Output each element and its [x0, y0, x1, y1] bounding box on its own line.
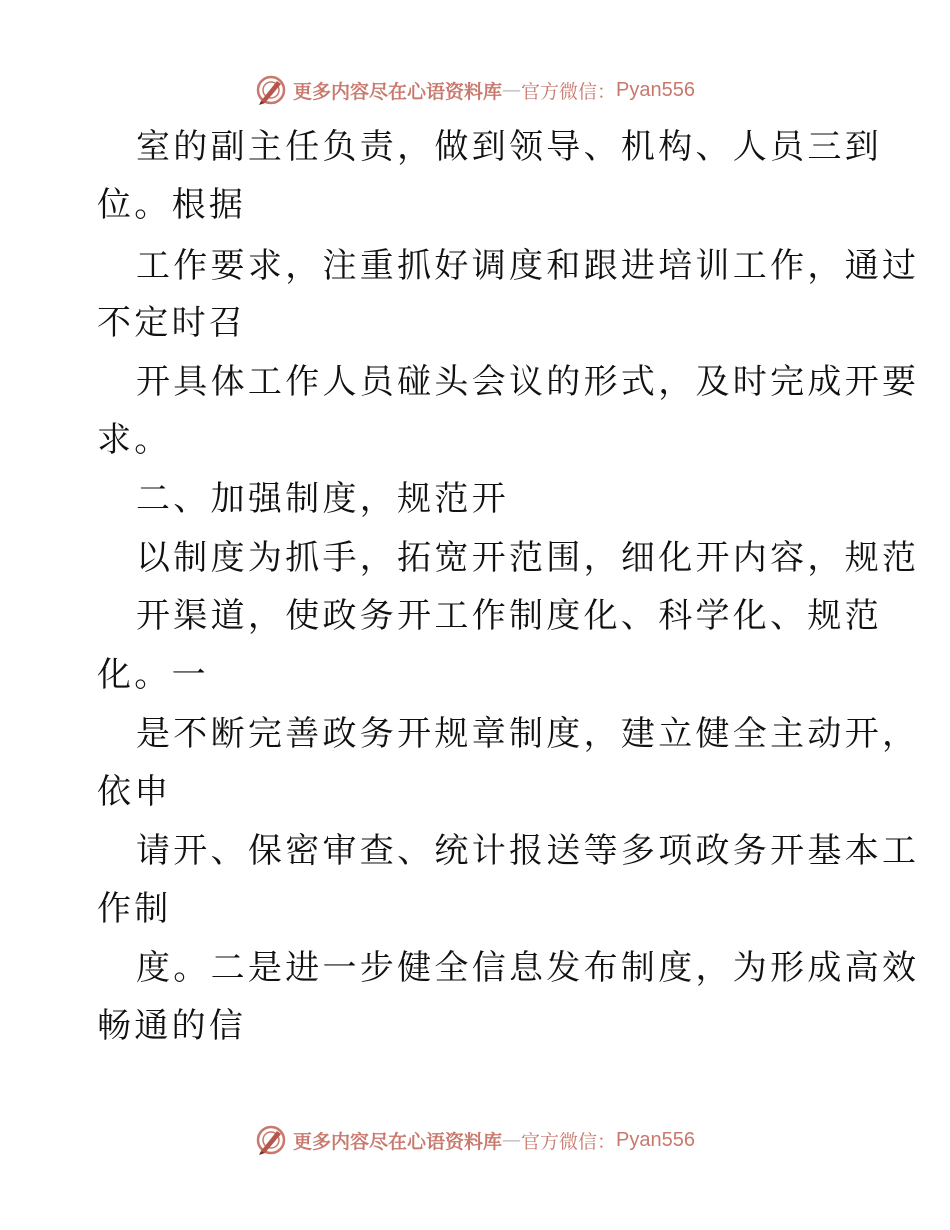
header-wechat-label: 官方微信： [521, 80, 617, 103]
body-line: 求。 [97, 420, 172, 460]
footer-wechat-id: Pyan556 [616, 1128, 695, 1151]
body-line: 工作要求，注重抓好调度和跟进培训工作，通过 [136, 246, 920, 286]
footer-banner [0, 1120, 950, 1160]
body-line: 依申 [97, 772, 172, 812]
body-line: 请开、保密审查、统计报送等多项政务开基本工 [136, 831, 920, 871]
footer-brand-text: 更多内容尽在心语资料库 [293, 1130, 503, 1153]
body-line: 开具体工作人员碰头会议的形式，及时完成开要 [136, 362, 920, 402]
footer-separator: — [502, 1129, 522, 1151]
body-line: 化。一 [97, 655, 209, 695]
header-banner [0, 70, 950, 110]
pen-logo-icon [255, 74, 287, 106]
body-line: 开渠道，使政务开工作制度化、科学化、规范 [136, 596, 882, 636]
body-line: 是不断完善政务开规章制度，建立健全主动开， [136, 714, 920, 754]
body-line: 畅通的信 [97, 1006, 247, 1046]
footer-wechat-label: 官方微信： [521, 1130, 617, 1153]
body-line: 位。根据 [97, 185, 247, 225]
body-line: 作制 [97, 889, 172, 929]
body-line: 度。二是进一步健全信息发布制度，为形成高效 [136, 948, 920, 988]
body-line: 室的副主任负责，做到领导、机构、人员三到 [136, 127, 882, 167]
header-separator: — [502, 79, 522, 101]
body-line: 不定时召 [97, 303, 247, 343]
pen-logo-icon [255, 1124, 287, 1156]
body-line: 二、加强制度，规范开 [136, 479, 509, 519]
body-line: 以制度为抓手，拓宽开范围，细化开内容，规范 [136, 538, 920, 578]
header-wechat-id: Pyan556 [616, 78, 695, 101]
header-brand-text: 更多内容尽在心语资料库 [293, 80, 503, 103]
